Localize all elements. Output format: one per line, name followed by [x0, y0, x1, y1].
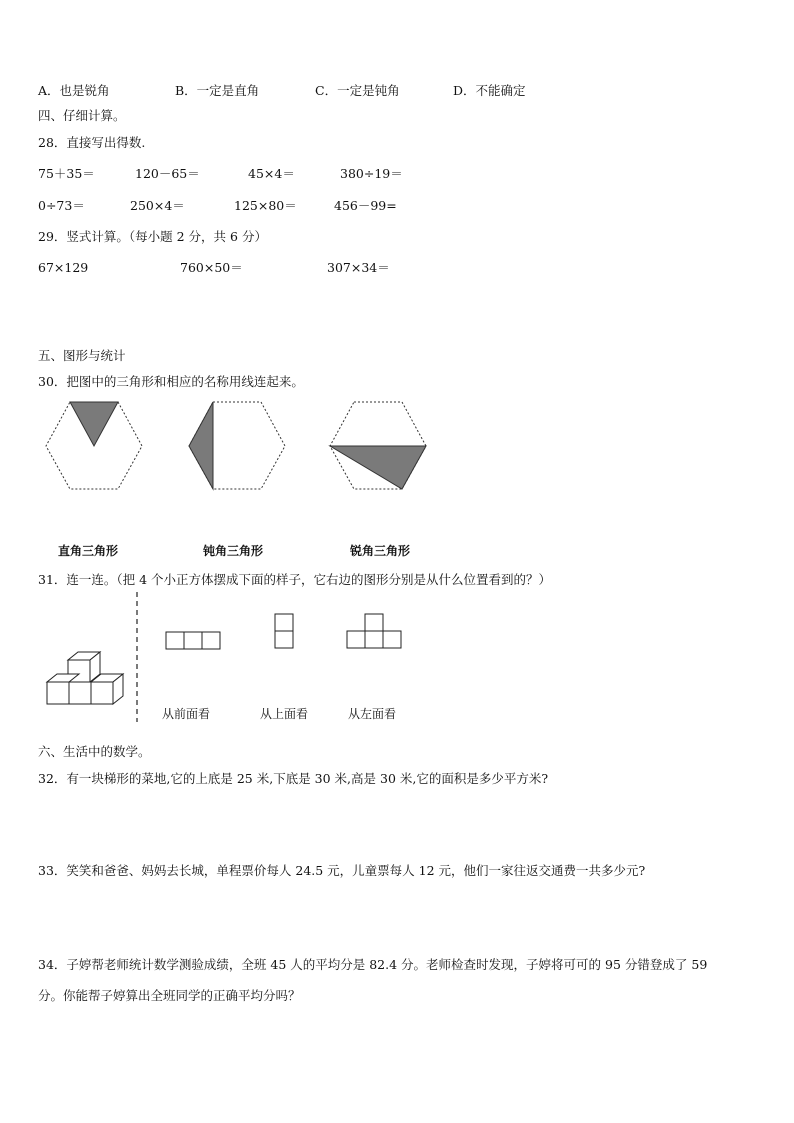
q30-label: 锐角三角形 — [350, 544, 411, 558]
q34-text-line1: 34．子婷帮老师统计数学测验成绩，全班 45 人的平均分是 82.4 分。老师检查时发现，子婷将可可的 95 分错登成了 59 — [38, 957, 708, 972]
view-figure-2 — [275, 614, 293, 648]
q28-title: 28．直接写出得数. — [38, 135, 146, 150]
q33-text: 33．笑笑和爸爸、妈妈去长城，单程票价每人 24.5 元，儿童票每人 12 元，他们一家往返交通费一共多少元? — [38, 863, 646, 878]
q32-text: 32．有一块梯形的菜地,它的上底是 25 米,下底是 30 米,高是 30 米,它的面积是多少平方米? — [38, 771, 549, 786]
section-4-heading: 四、仔细计算。 — [38, 108, 126, 123]
q29-title: 29．竖式计算。（每小题 2 分，共 6 分） — [38, 229, 267, 244]
option-a: A．也是锐角 — [38, 83, 110, 98]
cube-stack — [47, 652, 123, 704]
option-b: B．一定是直角 — [175, 83, 260, 98]
q29-item: 67×129 — [38, 260, 89, 275]
section-5-heading: 五、图形与统计 — [38, 348, 126, 363]
q31-title: 31．连一连。（把 4 个小正方体摆成下面的样子，它右边的图形分别是从什么位置看到的？） — [38, 572, 552, 587]
q28-item: 250×4＝ — [130, 198, 185, 213]
q31-label: 从上面看 — [260, 707, 309, 721]
option-d: D．不能确定 — [453, 83, 526, 98]
q34-text-line2: 分。你能帮子婷算出全班同学的正确平均分吗？ — [38, 988, 301, 1003]
section-6-heading: 六、生活中的数学。 — [38, 744, 151, 759]
q28-item: 456－99= — [334, 198, 397, 213]
option-c: C．一定是钝角 — [315, 83, 400, 98]
q30-title: 30．把图中的三角形和相应的名称用线连起来。 — [38, 374, 304, 389]
q31-label: 从左面看 — [348, 707, 397, 721]
q31-label: 从前面看 — [162, 707, 211, 721]
q29-item: 760×50＝ — [180, 260, 243, 275]
q28-item: 125×80＝ — [234, 198, 297, 213]
q28-item: 120－65＝ — [135, 166, 200, 181]
q28-item: 45×4＝ — [248, 166, 295, 181]
q28-item: 75＋35＝ — [38, 166, 95, 181]
q30-label: 钝角三角形 — [203, 544, 264, 558]
q29-item: 307×34＝ — [327, 260, 390, 275]
q30-label: 直角三角形 — [58, 544, 119, 558]
q28-item: 380÷19＝ — [340, 166, 403, 181]
view-figure-1 — [166, 632, 220, 649]
view-figure-3 — [347, 614, 401, 648]
q28-item: 0÷73＝ — [38, 198, 85, 213]
